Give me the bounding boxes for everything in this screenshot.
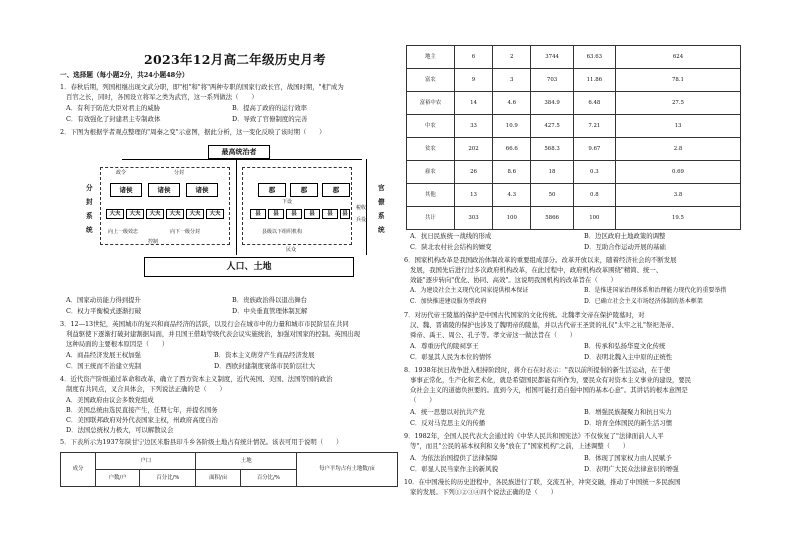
table-cell: 2: [493, 46, 531, 69]
table-cell: 9.67: [573, 138, 615, 161]
q7-option-a[interactable]: A．尊重历代的陵祠享王: [410, 342, 479, 350]
county-box-3: 县: [286, 209, 302, 219]
commandery-box-3: 郡: [322, 183, 350, 197]
table-row: [407, 46, 741, 69]
table-cell: 19.5: [615, 207, 740, 230]
q3-option-c[interactable]: C．国王统而不治建立宪制: [66, 362, 142, 370]
q4-line-2: 制度有共同点，叉合具体会，下列说法正确的是（ ）: [66, 385, 226, 393]
q2-option-c[interactable]: C．权力平衡模式逐渐打破: [66, 307, 142, 315]
q9-option-b[interactable]: B．体现了国家权力由人民赋予: [584, 454, 672, 462]
table-row: [407, 115, 741, 138]
q4-option-d[interactable]: D．法国总统权力极大，可以解散议会: [66, 426, 174, 434]
q2-option-b[interactable]: B．贵族政治得以退出舞台: [232, 296, 307, 304]
table-cell: 雇农: [407, 161, 455, 184]
commandery-box-2: 郡: [290, 183, 318, 197]
official-box-4: 大夫: [166, 209, 184, 219]
table-cell: 427.5: [531, 115, 573, 138]
exam-title: 2023年12月高二年级历史月考: [144, 52, 326, 67]
commandery-box-1: 郡: [258, 183, 286, 197]
land-table-header: [60, 452, 398, 487]
q3-option-b[interactable]: B．资本主义萌芽产生商品经济发展: [214, 351, 315, 359]
q1-line-2: 百官之长，同时，各国设立将军之类为武官，这一系列做法（ ）: [66, 93, 258, 101]
word-zhengling: 政令: [116, 170, 127, 176]
word-xiashe: 下设: [282, 199, 293, 205]
q2-option-d[interactable]: D．中央垂直管理体制瓦解: [232, 307, 308, 315]
q3-line-2: 利益驱使下逐渐打破封建割据局面，并且国王借助等级代表会议实施统治，加强对国家的控制。英国出现: [66, 330, 360, 338]
q5-option-d[interactable]: D．互助合作运动开展的基础: [584, 243, 666, 251]
table-cell: 33: [454, 115, 492, 138]
table-row: [407, 92, 741, 115]
table-row: [407, 207, 741, 230]
q1-option-b[interactable]: B．提高了政府的运行效率: [232, 104, 307, 112]
table-cell: 0.3: [573, 161, 615, 184]
q4-option-b[interactable]: B．美国总统由选民直接产生，任期七年，并提名国务: [66, 406, 218, 414]
guanliao-label: 官僚系统: [378, 184, 385, 234]
q3-option-a[interactable]: A．商品经济发展王权加强: [66, 351, 141, 359]
q1-line-1: 1．春秋后期，列国相继出现文武分职，即"相"和"将"两种专职的国家行政长官，战国时期，"相"成为: [60, 83, 344, 91]
table-cell: 703: [531, 69, 573, 92]
county-box-2: 县: [268, 209, 284, 219]
q9-line-2: 等"，而且"公民的基本权利和义务"放在了"国家机构"之前，上述调整（ ）: [410, 442, 630, 450]
table-cell: 13: [454, 184, 492, 207]
land-table-body: [406, 45, 741, 230]
table-cell: 3.8: [615, 184, 740, 207]
table-cell: 3744: [531, 46, 573, 69]
table-cell: 100: [573, 207, 615, 230]
q3-line-1: 3．12—13世纪，英国城市的复兴和商品经济的活跃，以及行会在城市中的力量和城市市民阶层在共同: [60, 320, 349, 328]
q8-line-4: （ ）: [410, 396, 436, 404]
subheader-cell: 面积/亩: [196, 470, 240, 487]
table-cell: 384.9: [531, 92, 573, 115]
table-cell: 8.6: [493, 161, 531, 184]
q8-option-d[interactable]: D．培育全体国民的新生活习惯: [584, 419, 673, 427]
table-cell: 其他: [407, 184, 455, 207]
subheader-cell: 户数/户: [96, 470, 140, 487]
table-cell: 10.9: [493, 115, 531, 138]
population-land-box: 人口、土地: [144, 257, 354, 277]
q9-option-d[interactable]: D．表明广大民众法律意识的增强: [584, 465, 679, 473]
table-cell: 50: [531, 184, 573, 207]
county-box-5: 县: [322, 209, 338, 219]
official-box-5: 大夫: [186, 209, 204, 219]
q8-option-c[interactable]: C．反对马克思主义的传播: [410, 419, 486, 427]
table-cell: 26: [454, 161, 492, 184]
table-cell: 11.86: [573, 69, 615, 92]
subheader-cell: 百分比/%: [240, 470, 296, 487]
table-cell: 13: [615, 115, 740, 138]
q6-line-1: 6．国家机构改革是我国政治体制改革的重要组成部分。改革开放以来，随着经济社会的不断发展: [404, 256, 677, 264]
q8-line-1: 8．1938年抗日战争进入相持阶段时，蒋介石在时表示："我以前所提倡的新生活运动，在于使: [404, 366, 671, 374]
table-cell: 6.48: [573, 92, 615, 115]
word-below-county: 县级以下组织机构: [262, 229, 303, 235]
table-cell: 568.3: [531, 138, 573, 161]
q3-option-d[interactable]: D．西欧封建制度衰落市民阶层壮大: [214, 362, 315, 370]
table-cell: 6: [454, 46, 492, 69]
table-row: [407, 161, 741, 184]
q6-option-b[interactable]: B．是推进国家治理体系和治理能力现代化的重要举措: [584, 287, 727, 294]
fenfeng-label: 分封系统: [86, 184, 93, 234]
q7-option-b[interactable]: B．传承和弘扬华夏文化传统: [584, 342, 666, 350]
q7-line-2: 汉、魏、晋诸陵的保护也涉及了魏明帝的陵墓，并以古代帝王圣贤的礼仪"太牢之礼"祭祀尧帝、: [410, 321, 678, 329]
header-cell: 成分: [61, 453, 96, 487]
table-cell: 7.21: [573, 115, 615, 138]
q5-stem: 5．下表所示为1937年陕甘宁边区米脂县印斗乡各阶级土地占有统计情况。该表可用于说明（ ）: [60, 438, 343, 446]
table-cell: 202: [454, 138, 492, 161]
official-box-2: 大夫: [126, 209, 144, 219]
word-military: 兵役: [356, 217, 367, 223]
county-box-1: 县: [250, 209, 266, 219]
table-cell: 贫农: [407, 138, 455, 161]
q3-line-3: 这种局面的主要根本原因是（ ）: [66, 340, 169, 348]
q1-option-a[interactable]: A．有利于防范大臣对君主的威胁: [66, 104, 161, 112]
table-cell: 100: [493, 207, 531, 230]
official-box-6: 大夫: [206, 209, 224, 219]
supreme-ruler-box: 最高统治者: [208, 145, 270, 159]
table-cell: 5866: [531, 207, 573, 230]
table-cell: 3: [493, 69, 531, 92]
word-enfeoff: 向下一级分封: [170, 229, 201, 235]
q5-option-c[interactable]: C．陕北农村社会结构的嬗变: [410, 243, 492, 251]
lord-box-2: 诸侯: [148, 183, 180, 197]
table-row: [407, 184, 741, 207]
lord-box-3: 诸侯: [186, 183, 218, 197]
table-cell: 303: [454, 207, 492, 230]
q10-line-2: 家的发展。下列①②③④四个说法正确的是（ ）: [410, 488, 557, 496]
header-cell: 户口: [96, 453, 196, 470]
lord-box-1: 诸侯: [110, 183, 142, 197]
q4-option-a[interactable]: A．美国政府由议会多数党组成: [66, 396, 154, 404]
q8-line-2: 事事正常化，生产化和艺术化，就是希望国民都能有所作为，要民众有对资本主义事业的建设，要民: [410, 376, 692, 384]
subheader-cell: 百分比/%: [140, 470, 196, 487]
county-box-4: 县: [304, 209, 320, 219]
header-cell: 土地: [196, 453, 297, 470]
q9-line-1: 9．1982年，全国人民代表大会通过的《中华人民共和国宪法》不仅恢复了"法律面前人人平: [404, 432, 664, 440]
table-cell: 共计: [407, 207, 455, 230]
table-cell: 63.63: [573, 46, 615, 69]
official-box-1: 大夫: [106, 209, 124, 219]
header-cell: 每户平均占有土地数/亩: [297, 453, 398, 487]
word-control: 控制: [148, 239, 159, 245]
q6-option-c[interactable]: C．加快推进建设服务型政府: [410, 298, 487, 305]
table-cell: 0.69: [615, 161, 740, 184]
q7-line-3: 舜帝、禹王、周公、孔子等。孝文帝这一做法旨在（ ）: [410, 331, 577, 339]
county-box-6: 县: [340, 209, 350, 219]
table-row: [407, 138, 741, 161]
q6-option-a[interactable]: A．为建设社会主义现代化国家提供根本保证: [410, 287, 529, 294]
q7-option-d[interactable]: D．表明北魏入主中原的正统性: [584, 353, 673, 361]
table-cell: 14: [454, 92, 492, 115]
q6-line-2: 发展，我国先后进行过多次政府机构改革，在此过程中，政府机构改革围绕"精简、统一、: [410, 266, 663, 274]
official-box-3: 大夫: [146, 209, 164, 219]
q7-option-c[interactable]: C．彰显其人民为本位的情怀: [410, 353, 492, 361]
word-fenfeng: 分封: [174, 170, 185, 176]
table-cell: 2.8: [615, 138, 740, 161]
q7-line-1: 7．对历代帝王陵墓的保护是中国古代国家的文化传统。北魏孝文帝在保护陵墓时，对: [404, 311, 645, 319]
q2-option-a[interactable]: A．国家动员能力得到提升: [66, 296, 141, 304]
table-row: [407, 69, 741, 92]
table-cell: 66.6: [493, 138, 531, 161]
table-cell: 富农: [407, 69, 455, 92]
q9-option-c[interactable]: C．彰显人民当家作主的新风貌: [410, 465, 498, 473]
q4-line-1: 4．近代资产阶级通过革命和改革，确立了西方资本主义制度，近代英国、美国、法国等国的政治: [60, 375, 333, 383]
word-people: 民众: [286, 247, 297, 253]
q8-option-b[interactable]: B．增强民族凝聚力和抗日实力: [584, 408, 672, 416]
q5-option-b[interactable]: B．边区政府土地政策的调整: [584, 232, 666, 240]
q9-option-a[interactable]: A．为依法治国提供了法律保障: [410, 454, 498, 462]
q2-stem: 2．下图为根据学者观点整理的"周秦之变"示意图，据此分析，这一变化反映了该时期（ ）: [60, 128, 326, 136]
table-cell: 18: [531, 161, 573, 184]
q4-option-c[interactable]: C．美国联邦政府对外代表国家主权，州政府高度自治: [66, 416, 218, 424]
table-cell: 624: [615, 46, 740, 69]
section-heading: 一、选择题（每小题2分，共24小题48分）: [60, 71, 189, 79]
q8-line-3: 众社会主义的道德负担要的。直到今天，相国可能打造自强中国的基本心意"。其讲话的根本意图是: [410, 386, 688, 394]
table-cell: 78.1: [615, 69, 740, 92]
q8-option-a[interactable]: A．统一思想以对抗共产党: [410, 408, 485, 416]
table-cell: 中农: [407, 115, 455, 138]
q10-line-1: 10．在中国漫长的历史进程中，各民族进行了联，交流互补，冲突交融，推动了中国统一多民族国: [404, 478, 681, 486]
word-loyalty: 向上一级效忠: [108, 229, 139, 235]
q6-option-d[interactable]: D．已确立社会主义市场经济体制的基本框架: [584, 298, 703, 305]
q1-option-c[interactable]: C．有效强化了封建君主专制政体: [66, 115, 161, 123]
table-cell: 4.3: [493, 184, 531, 207]
table-cell: 27.5: [615, 92, 740, 115]
zhou-qin-diagram: [86, 143, 391, 293]
table-cell: 地主: [407, 46, 455, 69]
q1-option-d[interactable]: D．导致了官僚制度的完善: [232, 115, 308, 123]
q5-option-a[interactable]: A．抗日民族统一战线的形成: [410, 232, 492, 240]
table-cell: 9: [454, 69, 492, 92]
table-cell: 富裕中农: [407, 92, 455, 115]
q6-line-3: 效能"逐步转向"优化、协同、高效"。这说明我国机构的改革旨在（ ）: [410, 276, 617, 284]
word-tax: 税收: [356, 205, 367, 211]
table-cell: 4.6: [493, 92, 531, 115]
page-margin: [0, 0, 20, 552]
table-cell: 0.8: [573, 184, 615, 207]
